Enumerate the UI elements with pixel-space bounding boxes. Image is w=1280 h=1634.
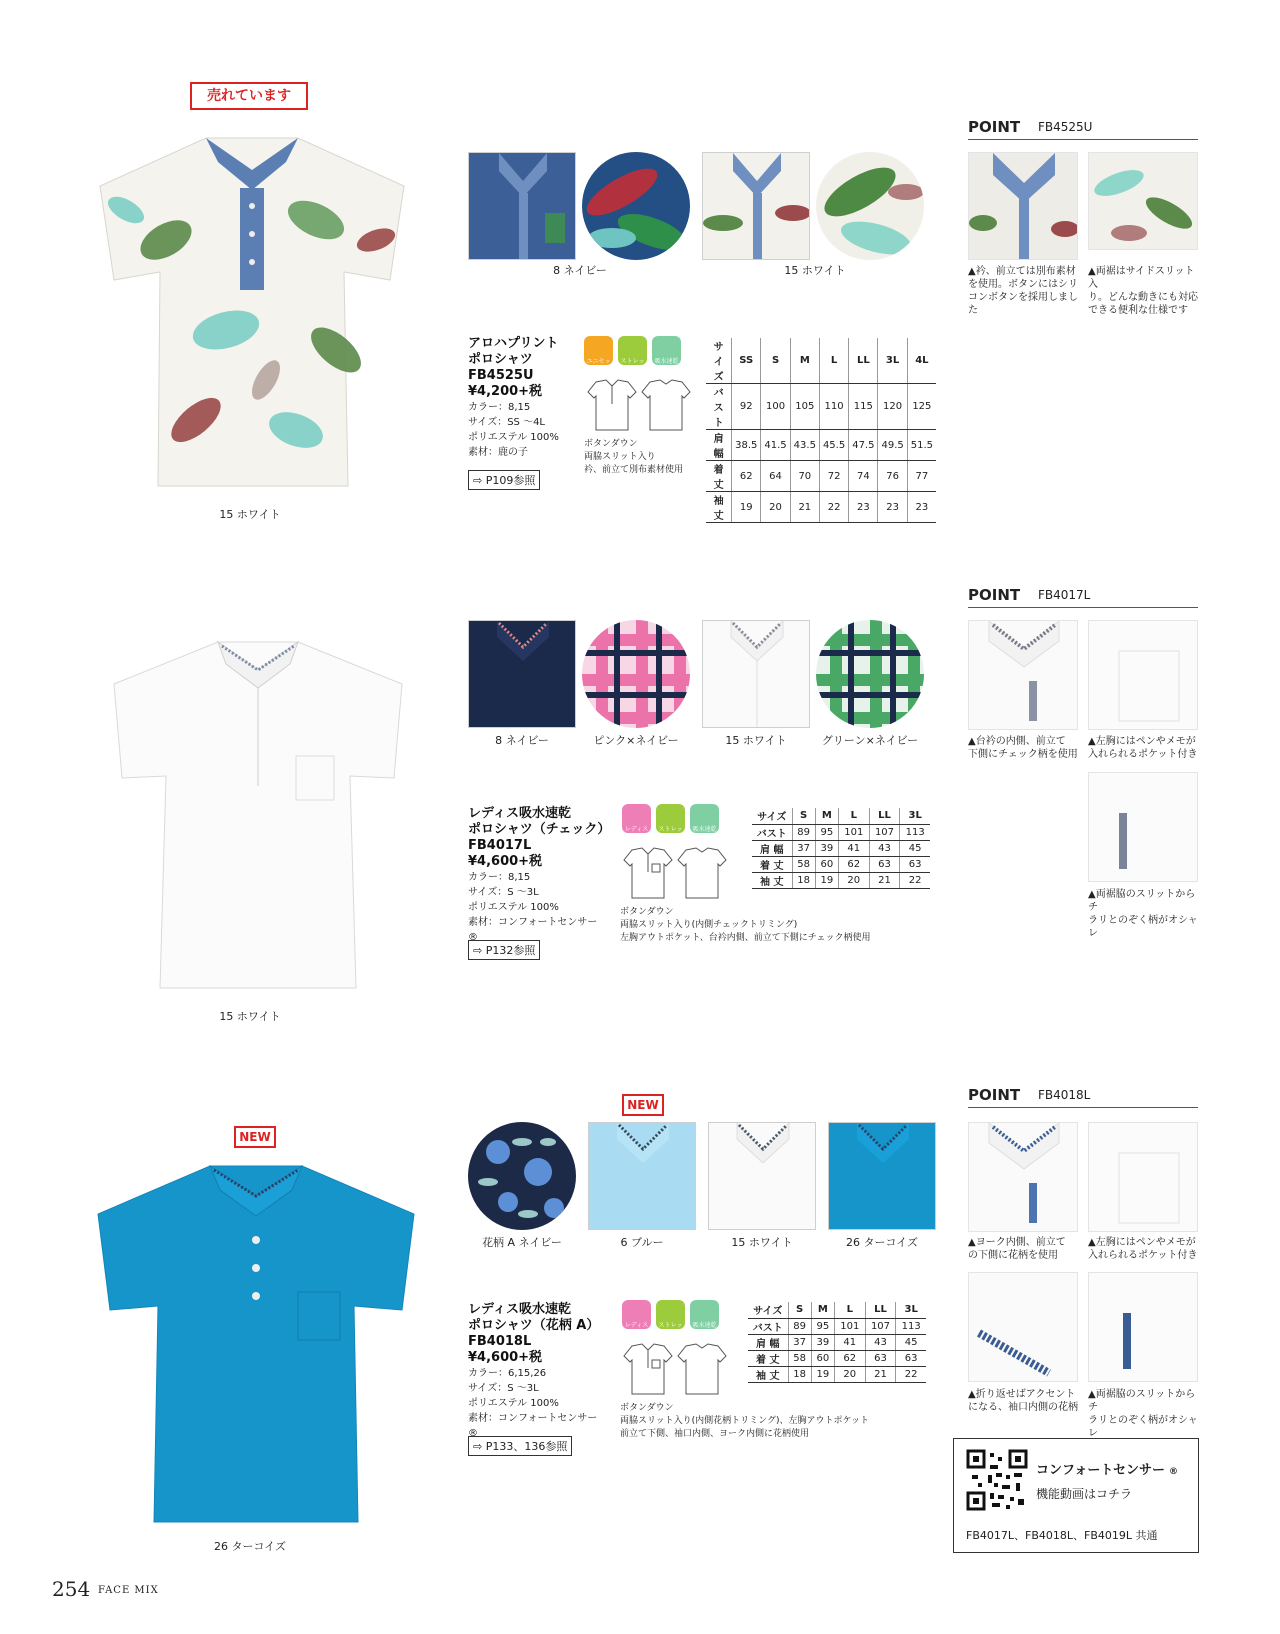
spec-fabric: 素材：コンフォートセンサー ® (468, 1413, 598, 1439)
product-price: ¥4,200+税 (468, 384, 543, 399)
shirt-flat-diagram-icon (584, 378, 694, 434)
product-name: ポロシャツ（花柄 A） (468, 1318, 600, 1333)
spec-size: サイズ：S ～3L (468, 887, 539, 898)
swatch-caption: 花柄 A ネイビー (482, 1236, 562, 1249)
point-code: FB4018L (1038, 1088, 1091, 1102)
spec-color: カラー：8,15 (468, 872, 531, 883)
main-shirt-white-check (100, 636, 416, 998)
spec-color: カラー：8,15 (468, 402, 531, 413)
qr-code-icon[interactable] (966, 1449, 1028, 1511)
spec-size: サイズ：S ～3L (468, 1383, 539, 1394)
point-caption: ▲両裾脇のスリットからチ ラリとのぞく柄がオシャレ (1088, 1389, 1198, 1439)
product-name: レディス吸水速乾 (468, 1302, 571, 1317)
swatch-pink-navy-check (582, 620, 690, 728)
product-info (468, 336, 583, 460)
swatch-navy (468, 152, 576, 260)
main-shirt-caption: 15 ホワイト (219, 508, 281, 521)
page-reference-link[interactable]: ⇨ P132参照 (468, 940, 540, 960)
unisex-icon: ユニセックス (584, 336, 613, 365)
product-code: FB4018L (468, 1334, 532, 1349)
qr-footnote: FB4017L、FB4018L、FB4019L 共通 (966, 1529, 1158, 1542)
swatch-floral-navy (468, 1122, 576, 1230)
point-header (968, 586, 1198, 608)
point-caption: ▲左胸にはペンやメモが 入れられるポケット付き (1088, 736, 1198, 760)
point-image-slit (1088, 1272, 1198, 1382)
product-price: ¥4,600+税 (468, 854, 543, 869)
page-reference-link[interactable]: ⇨ P109参照 (468, 470, 540, 490)
bestseller-badge: 売れています (190, 82, 308, 110)
point-caption: ▲衿、前立ては別布素材 を使用。ボタンにはシリ コンボタンを採用しました (968, 266, 1078, 316)
spec-material: ポリエステル 100% (468, 902, 559, 913)
main-shirt-caption: 26 ターコイズ (213, 1540, 287, 1553)
point-title: POINT (968, 586, 1021, 604)
swatch-caption: 15 ホワイト (731, 1236, 793, 1249)
new-badge: NEW (234, 1126, 276, 1148)
point-image-cuff (968, 1272, 1078, 1382)
swatch-navy (468, 620, 576, 728)
spec-fabric: 素材：鹿の子 (468, 447, 528, 458)
product-name: ポロシャツ（チェック） (468, 822, 611, 837)
point-image-collar (968, 620, 1078, 730)
point-header (968, 1086, 1198, 1108)
stretch-icon: ストレッチ (656, 1300, 685, 1329)
point-caption: ▲折り返せばアクセント になる、袖口内側の花柄 (968, 1389, 1078, 1413)
swatch-caption: 6 ブルー (620, 1236, 664, 1249)
swatch-caption: 8 ネイビー (553, 264, 607, 277)
point-header (968, 118, 1198, 140)
qr-subtitle[interactable]: 機能動画はコチラ (1036, 1487, 1133, 1501)
swatch-navy-pattern (582, 152, 690, 260)
page-number: 254 (52, 1577, 91, 1601)
product-notes: ボタンダウン 両脇スリット入り 衿、前立て別布素材使用 (584, 439, 684, 475)
point-caption: ▲左胸にはペンやメモが 入れられるポケット付き (1088, 1237, 1198, 1261)
spec-size: サイズ：SS ～4L (468, 417, 546, 428)
quick-dry-icon: 吸水速乾 (690, 1300, 719, 1329)
point-image-collar (968, 152, 1078, 260)
main-shirt-turquoise (88, 1160, 424, 1532)
point-image-slit (1088, 772, 1198, 882)
swatch-white-pattern (816, 152, 924, 260)
swatch-white (708, 1122, 816, 1230)
ladies-icon: レディス (622, 804, 651, 833)
spec-color: カラー：6,15,26 (468, 1368, 547, 1379)
point-code: FB4017L (1038, 588, 1091, 602)
swatch-white (702, 620, 810, 728)
product-price: ¥4,600+税 (468, 1350, 543, 1365)
product-notes: ボタンダウン 両脇スリット入り(内側花柄トリミング)、左胸アウトポケット 前立て下側、袖口内側、ヨーク内側に花柄使用 (620, 1403, 870, 1439)
quick-dry-icon: 吸水速乾 (652, 336, 681, 365)
swatch-caption: ピンク×ネイビー (593, 734, 679, 747)
main-shirt-aloha (86, 130, 418, 500)
point-caption: ▲両裾はサイドスリット入 り。どんな動きにも対応 できる便利な仕様です (1088, 266, 1198, 316)
swatch-caption: グリーン×ネイビー (821, 734, 919, 747)
point-caption: ▲両裾脇のスリットからチ ラリとのぞく柄がオシャレ (1088, 889, 1198, 939)
point-image-yoke (968, 1122, 1078, 1232)
spec-material: ポリエステル 100% (468, 432, 559, 443)
size-table: サイズ S M L LL 3L バスト 89 95 101 107 113 肩 幅 37 39 41 43 45 着 丈 58 60 62 63 63 袖 丈 18 19 20 21 22 (752, 808, 930, 889)
shirt-flat-diagram-icon (620, 846, 730, 902)
point-image-slit (1088, 152, 1198, 250)
spec-fabric: 素材：コンフォートセンサー ® (468, 917, 598, 943)
swatch-caption: 26 ターコイズ (845, 1236, 919, 1249)
stretch-icon: ストレッチ (656, 804, 685, 833)
product-name: アロハプリント (468, 336, 559, 351)
point-title: POINT (968, 1086, 1021, 1104)
swatch-caption: 15 ホワイト (725, 734, 787, 747)
product-notes: ボタンダウン 両脇スリット入り(内側チェックトリミング) 左胸アウトポケット、台衿内側、前立て下側にチェック柄使用 (620, 907, 871, 943)
product-name: レディス吸水速乾 (468, 806, 571, 821)
product-info (468, 1302, 608, 1441)
point-image-pocket (1088, 620, 1198, 730)
size-table: サイズ SS S M L LL 3L 4L バスト 92 100 105 110 115 120 125 肩 幅 38.5 41.5 43.5 45.5 47.5 49.5 51.5 着 丈 62 64 70 72 74 76 77 袖 丈 19 20 21 22 23 23 23 (706, 338, 936, 523)
brand-name: FACE MIX (98, 1585, 159, 1596)
product-name: ポロシャツ (468, 352, 533, 367)
quick-dry-icon: 吸水速乾 (690, 804, 719, 833)
new-badge: NEW (622, 1094, 664, 1116)
product-code: FB4525U (468, 368, 534, 383)
swatch-caption: 15 ホワイト (784, 264, 846, 277)
page-reference-link[interactable]: ⇨ P133、136参照 (468, 1436, 572, 1456)
size-table: サイズ S M L LL 3L バスト 89 95 101 107 113 肩 幅 37 39 41 43 45 着 丈 58 60 62 63 63 袖 丈 18 19 20 21 22 (748, 1302, 926, 1383)
point-caption: ▲台衿の内側、前立て 下側にチェック柄を使用 (968, 736, 1078, 760)
swatch-blue (588, 1122, 696, 1230)
shirt-flat-diagram-icon (620, 1342, 730, 1398)
product-info (468, 806, 611, 945)
spec-material: ポリエステル 100% (468, 1398, 559, 1409)
qr-title: コンフォートセンサー ® (1036, 1463, 1178, 1478)
swatch-caption: 8 ネイビー (495, 734, 549, 747)
main-shirt-caption: 15 ホワイト (219, 1010, 281, 1023)
point-title: POINT (968, 118, 1021, 136)
ladies-icon: レディス (622, 1300, 651, 1329)
swatch-green-navy-check (816, 620, 924, 728)
stretch-icon: ストレッチ (618, 336, 647, 365)
product-code: FB4017L (468, 838, 532, 853)
point-code: FB4525U (1038, 120, 1093, 134)
qr-info-box (953, 1438, 1199, 1553)
swatch-turquoise (828, 1122, 936, 1230)
point-caption: ▲ヨーク内側、前立て の下側に花柄を使用 (968, 1237, 1066, 1261)
swatch-white (702, 152, 810, 260)
point-image-pocket (1088, 1122, 1198, 1232)
